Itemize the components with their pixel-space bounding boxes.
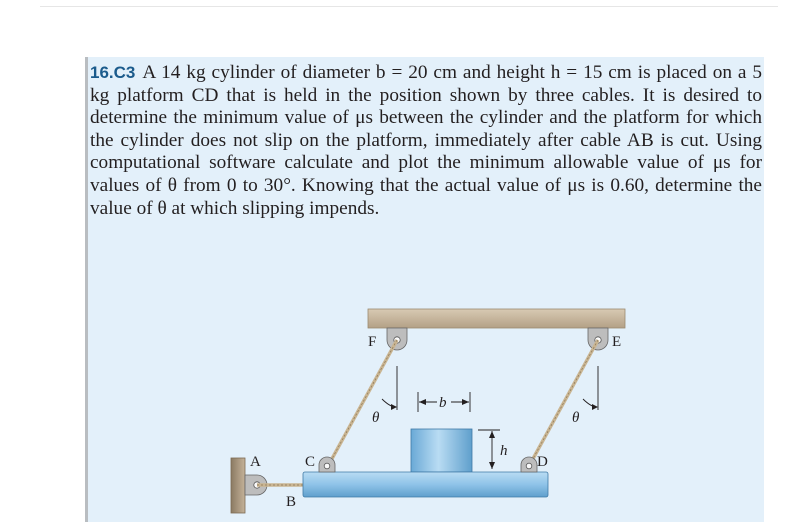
label-theta-right: θ xyxy=(572,410,580,426)
pin-d xyxy=(521,457,537,472)
problem-text: A 14 kg cylinder of diameter b = 20 cm and height h = 15 cm is placed on a 5 kg platform CD that is held in the position shown by three cables. It is desired to determine the minimum value of μs between the cylinder and the platform for which the cylinder does not slip on the platform, immediately after cable AB is cut. Using computational software calculate and plot the minimum allowable value of μs for values of θ from 0 to 30°. Knowing that the actual value of μs is 0.60, determine the value of θ at which slipping impends. xyxy=(90,62,762,219)
label-b-dimension: b xyxy=(439,395,447,411)
bracket-e xyxy=(588,328,608,350)
label-c: C xyxy=(305,454,316,470)
label-e: E xyxy=(612,334,622,350)
label-d: D xyxy=(537,454,548,470)
theta-arrow-right xyxy=(592,404,598,410)
cylinder xyxy=(411,429,472,472)
problem-number: 16.C3 xyxy=(90,63,136,82)
dimension-h xyxy=(478,430,500,469)
label-a: A xyxy=(250,454,261,470)
label-f: F xyxy=(368,334,377,350)
platform-cd xyxy=(303,472,548,497)
wall-anchor xyxy=(231,458,245,513)
theta-arrow-left xyxy=(391,404,397,410)
bracket-f xyxy=(387,328,407,350)
label-b-point: B xyxy=(286,494,297,510)
label-theta-left: θ xyxy=(372,410,380,426)
ceiling-beam xyxy=(368,309,625,328)
label-h-dimension: h xyxy=(500,443,508,459)
pin-c xyxy=(319,457,335,472)
